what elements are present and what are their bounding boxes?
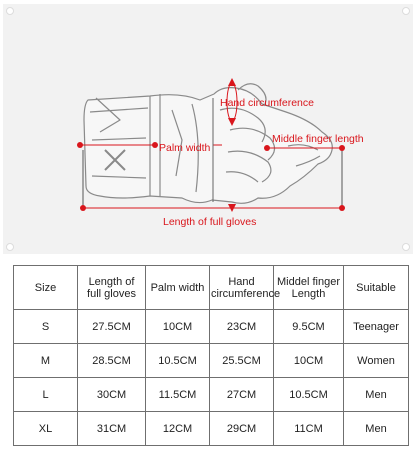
size-table bbox=[13, 265, 409, 446]
cell-palm-width: 10.5CM bbox=[146, 344, 210, 378]
table-row bbox=[14, 378, 409, 412]
cell-size: XL bbox=[14, 412, 78, 446]
cell-middle-finger: 9.5CM bbox=[274, 310, 344, 344]
cell-hand-circumference: 23CM bbox=[210, 310, 274, 344]
cell-size: S bbox=[14, 310, 78, 344]
table-row bbox=[14, 344, 409, 378]
cell-length: 31CM bbox=[78, 412, 146, 446]
cell-hand-circumference: 27CM bbox=[210, 378, 274, 412]
cell-size: L bbox=[14, 378, 78, 412]
cell-size: M bbox=[14, 344, 78, 378]
cell-middle-finger: 10CM bbox=[274, 344, 344, 378]
measure-dot bbox=[80, 205, 86, 211]
header-middle-finger: Middel finger Length bbox=[274, 266, 344, 310]
header-palm-width: Palm width bbox=[146, 266, 210, 310]
cell-hand-circumference: 25.5CM bbox=[210, 344, 274, 378]
palm-width-label: Palm width bbox=[159, 142, 211, 154]
header-suitable: Suitable bbox=[344, 266, 409, 310]
middle-finger-length-label: Middle finger length bbox=[272, 133, 364, 145]
cell-length: 28.5CM bbox=[78, 344, 146, 378]
cell-suitable: Men bbox=[344, 378, 409, 412]
header-length: Length of full gloves bbox=[78, 266, 146, 310]
size-chart bbox=[13, 265, 408, 446]
arrow-up-icon bbox=[228, 78, 236, 86]
measure-dot bbox=[77, 142, 83, 148]
table-row bbox=[14, 412, 409, 446]
cell-suitable: Teenager bbox=[344, 310, 409, 344]
header-size: Size bbox=[14, 266, 78, 310]
table-header-row bbox=[14, 266, 409, 310]
full-length-label: Length of full gloves bbox=[163, 216, 257, 228]
measure-dot bbox=[339, 205, 345, 211]
measure-dot bbox=[264, 145, 270, 151]
cell-palm-width: 11.5CM bbox=[146, 378, 210, 412]
measure-dot bbox=[339, 145, 345, 151]
hand-circumference-label: Hand circumference bbox=[220, 97, 314, 109]
table-row bbox=[14, 310, 409, 344]
cell-palm-width: 10CM bbox=[146, 310, 210, 344]
cell-palm-width: 12CM bbox=[146, 412, 210, 446]
cell-length: 27.5CM bbox=[78, 310, 146, 344]
cell-middle-finger: 11CM bbox=[274, 412, 344, 446]
cell-middle-finger: 10.5CM bbox=[274, 378, 344, 412]
header-hand-circumference: Hand circumference bbox=[210, 266, 274, 310]
cell-hand-circumference: 29CM bbox=[210, 412, 274, 446]
cell-suitable: Men bbox=[344, 412, 409, 446]
cell-suitable: Women bbox=[344, 344, 409, 378]
measure-dot bbox=[152, 142, 158, 148]
cell-length: 30CM bbox=[78, 378, 146, 412]
